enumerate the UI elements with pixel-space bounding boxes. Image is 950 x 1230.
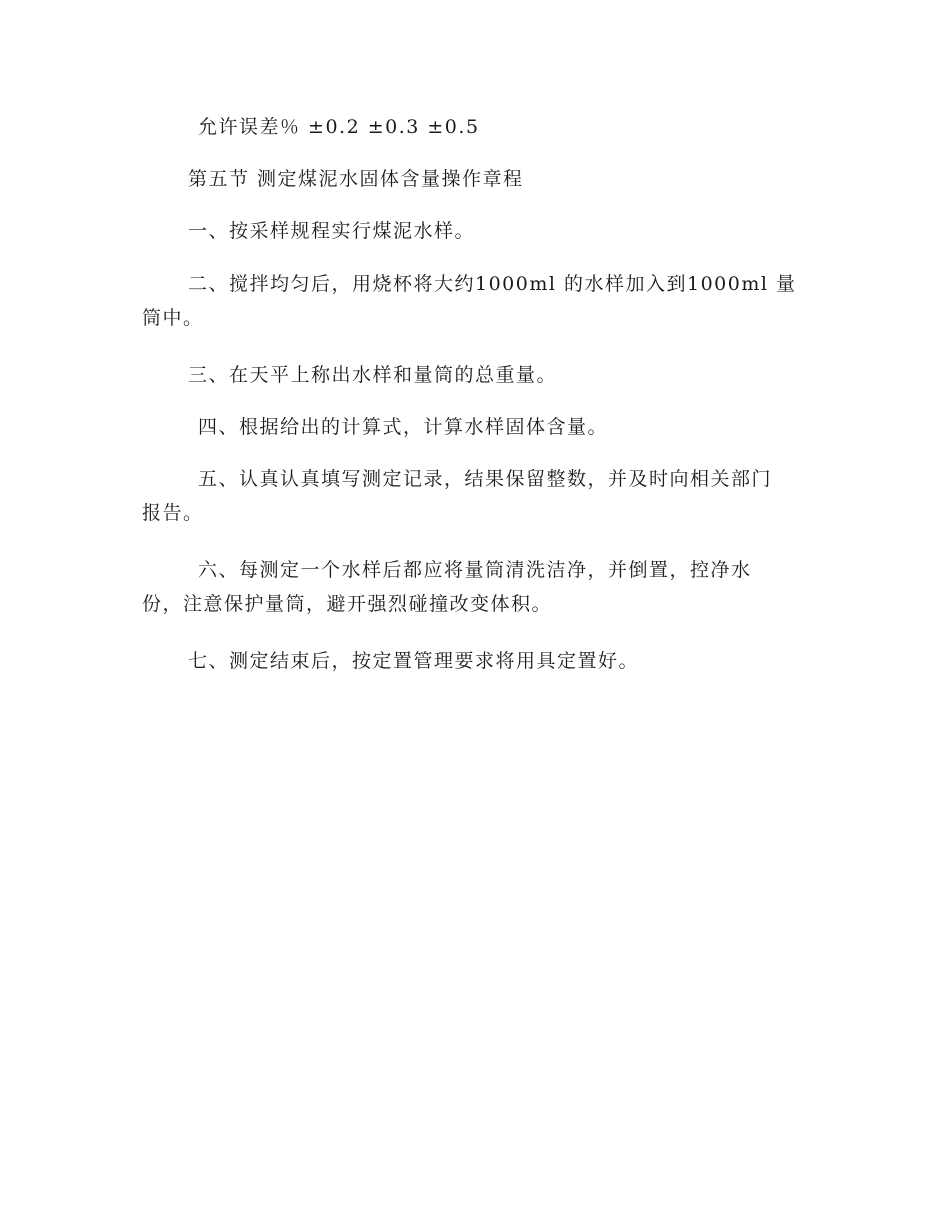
step-5-paragraph [142, 462, 812, 530]
text-line: 报告。 [142, 502, 204, 524]
step-6-paragraph [142, 553, 812, 621]
text-line: 允许误差％ ±0.2 ±0.3 ±0.5 [198, 116, 480, 138]
tolerance-line [142, 110, 812, 144]
step-4-paragraph [142, 410, 812, 444]
text-line: 三、在天平上称出水样和量筒的总重量。 [188, 364, 558, 386]
text-line: 第五节 测定煤泥水固体含量操作章程 [188, 168, 524, 190]
text-line: 二、搅拌均匀后，用烧杯将大约1000ml 的水样加入到1000ml 量 [188, 273, 797, 295]
text-line: 筒中。 [142, 307, 204, 329]
section-heading [142, 162, 812, 196]
step-7-paragraph [142, 644, 812, 678]
step-2-paragraph [142, 267, 812, 335]
text-line: 份，注意保护量筒，避开强烈碰撞改变体积。 [142, 593, 553, 615]
text-line: 六、每测定一个水样后都应将量筒清洗洁净，并倒置，控净水 [198, 559, 752, 581]
step-1-paragraph [142, 214, 812, 248]
text-line: 四、根据给出的计算式，计算水样固体含量。 [198, 416, 609, 438]
text-line: 七、测定结束后，按定置管理要求将用具定置好。 [188, 650, 640, 672]
step-3-paragraph [142, 358, 812, 392]
text-line: 一、按采样规程实行煤泥水样。 [188, 220, 476, 242]
text-line: 五、认真认真填写测定记录，结果保留整数，并及时向相关部门 [198, 468, 773, 490]
